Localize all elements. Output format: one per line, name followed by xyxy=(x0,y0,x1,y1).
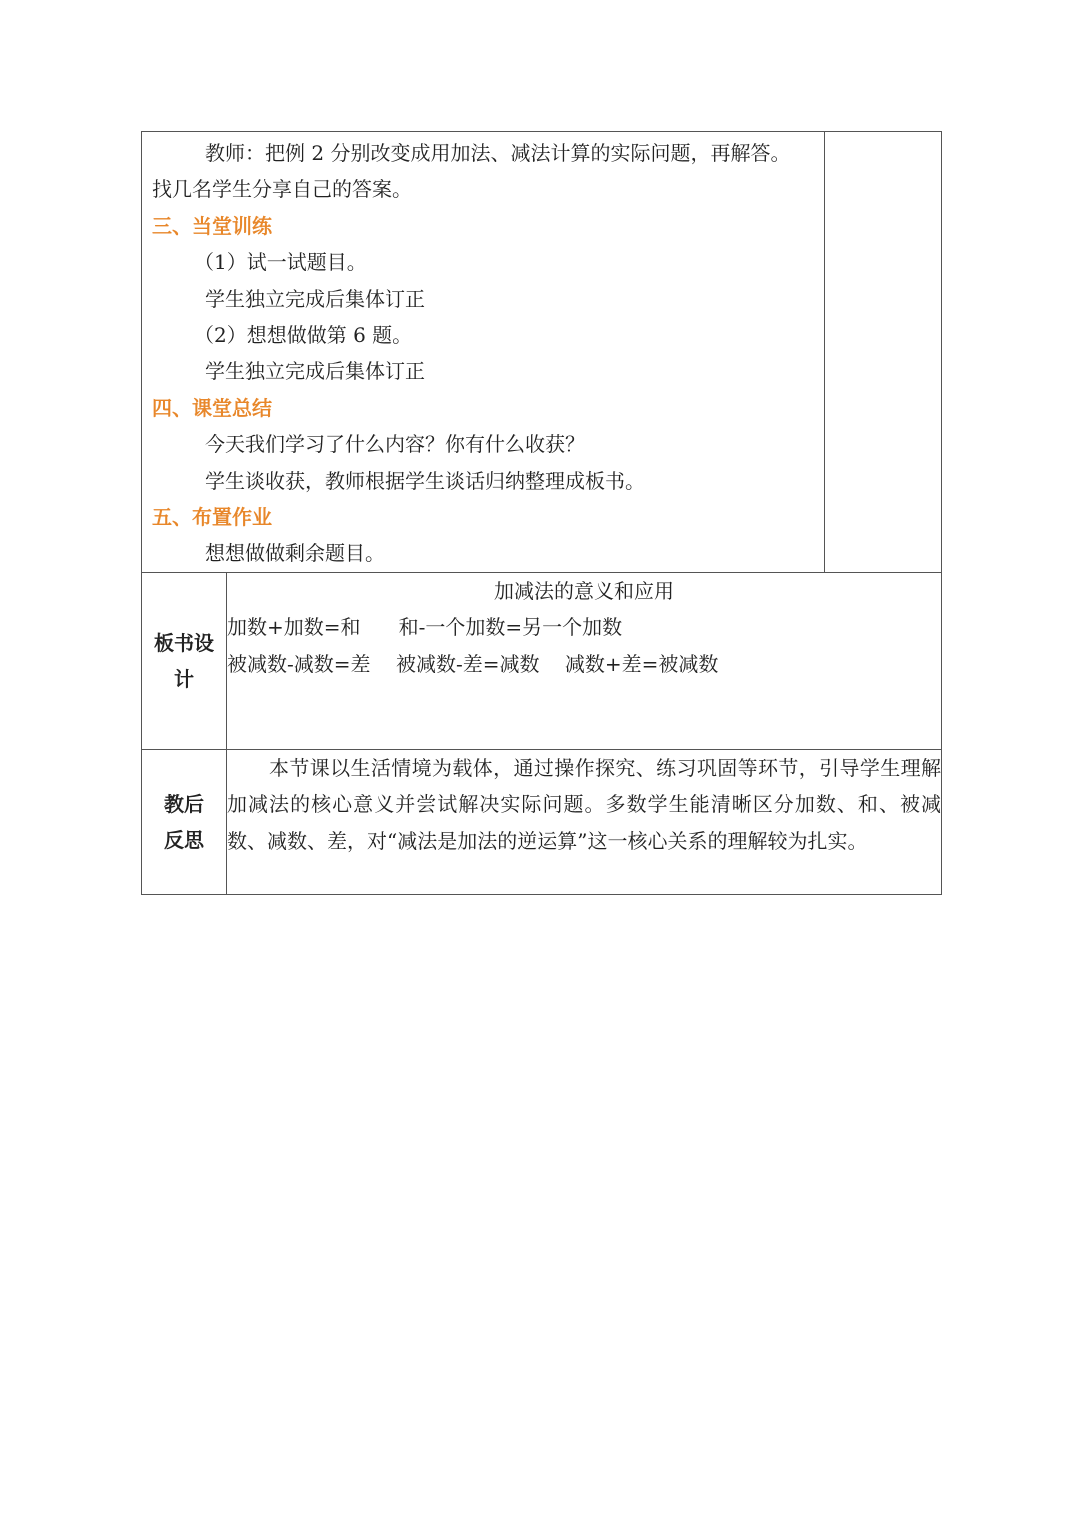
board-title: 加减法的意义和应用 xyxy=(494,578,674,603)
notes-cell xyxy=(825,132,942,573)
section-title-practice: 三、当堂训练 xyxy=(152,213,272,238)
practice-item-2: （2）想想做做第 6 题。 xyxy=(194,323,413,348)
board-label-cell xyxy=(142,572,227,749)
section-title-homework: 五、布置作业 xyxy=(152,505,272,530)
practice-item-1: （1）试一试题目。 xyxy=(194,250,367,275)
teacher-instruction: 教师：把例 2 分别改变成用加法、减法计算的实际问题，再解答。 xyxy=(205,141,791,165)
teacher-instruction-cont: 找几名学生分享自己的答案。 xyxy=(152,177,412,202)
summary-activity: 学生谈收获，教师根据学生谈话归纳整理成板书。 xyxy=(205,468,645,493)
board-row xyxy=(142,572,942,749)
process-row xyxy=(142,132,942,573)
reflection-content-cell xyxy=(227,749,942,894)
board-formula-line-2: 被减数-减数=差 被减数-差=减数 减数+差=被减数 xyxy=(227,651,719,676)
section-title-summary: 四、课堂总结 xyxy=(152,395,272,420)
reflection-label: 教后反思 xyxy=(164,791,204,852)
practice-item-1-note: 学生独立完成后集体订正 xyxy=(205,286,425,311)
board-content-cell xyxy=(227,572,942,749)
practice-item-2-note: 学生独立完成后集体订正 xyxy=(205,359,425,384)
board-formula-line-1: 加数+加数=和 和-一个加数=另一个加数 xyxy=(227,615,623,640)
summary-question: 今天我们学习了什么内容？你有什么收获？ xyxy=(205,432,585,457)
process-cell xyxy=(142,132,825,573)
homework-text: 想想做做剩余题目。 xyxy=(205,541,385,566)
reflection-label-cell xyxy=(142,749,227,894)
reflection-row xyxy=(142,749,942,894)
reflection-text: 本节课以生活情境为载体，通过操作探究、练习巩固等环节，引导学生理解加减法的核心意义并尝试解决实际问题。多数学生能清晰区分加数、和、被减数、减数、差，对“减法是加法的逆运算”这一核心关系的理解较为扎实。 xyxy=(227,755,942,853)
board-label: 板书设计 xyxy=(154,630,214,691)
lesson-plan-table xyxy=(141,131,942,895)
